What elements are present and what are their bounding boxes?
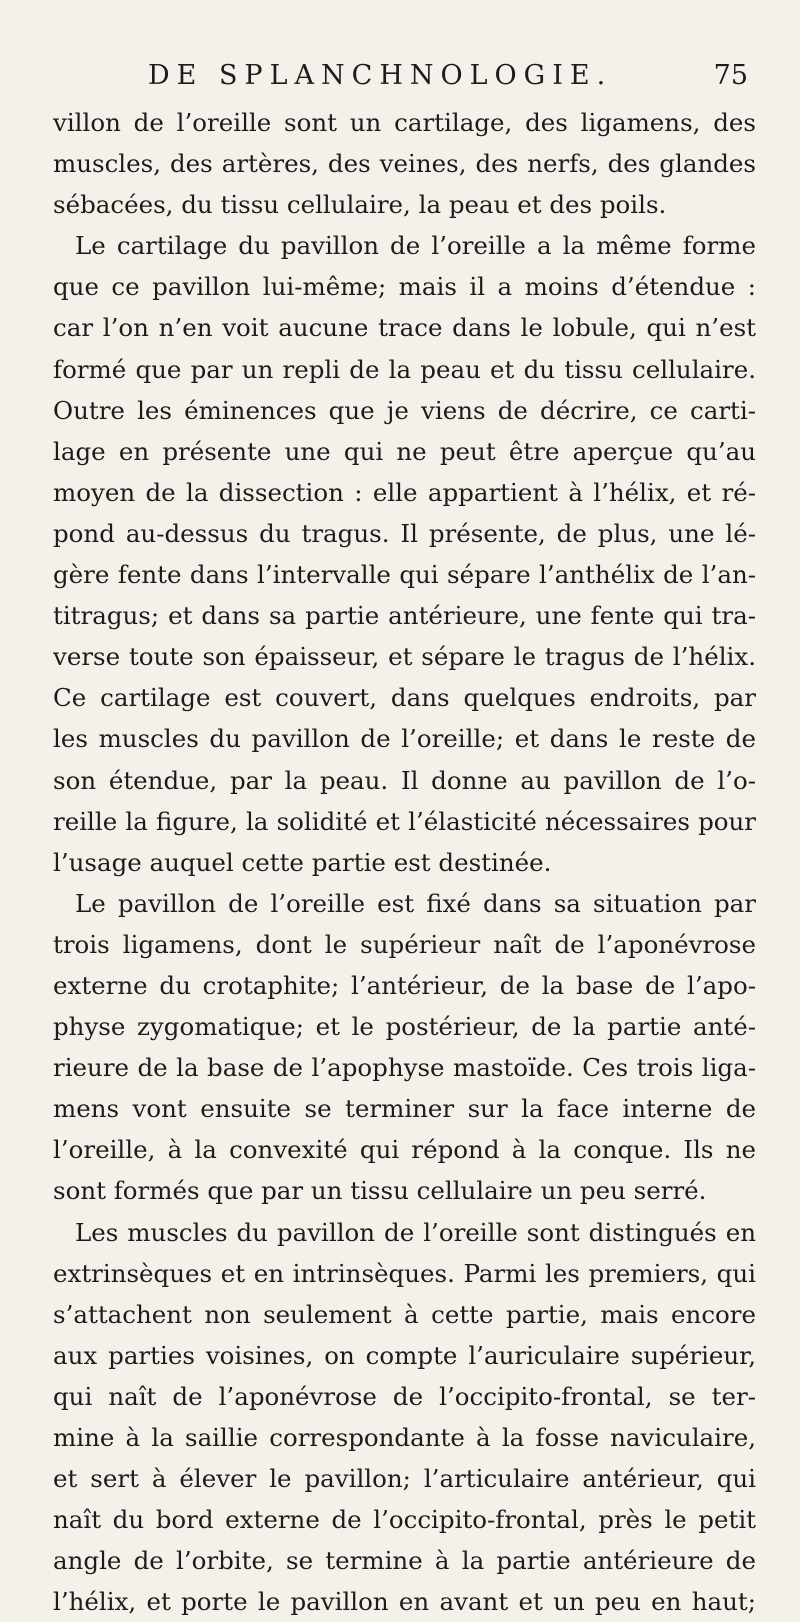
text-line: Le cartilage du pavillon de l’oreille a la même forme <box>75 231 756 261</box>
text-line: l’hélix, et porte le pavillon en avant et un peu en haut; <box>53 1587 756 1617</box>
paragraph <box>53 102 756 225</box>
text-line: rieure de la base de l’apophyse mastoïde. Ces trois liga- <box>53 1053 756 1083</box>
paragraph <box>53 883 756 1212</box>
text-line: verse toute son épaisseur, et sépare le tragus de l’hélix. <box>53 642 756 672</box>
text-line: s’attachent non seulement à cette partie, mais encore <box>53 1299 756 1329</box>
text-line: mens vont ensuite se terminer sur la face interne de <box>53 1094 756 1124</box>
running-title: DE SPLANCHNOLOGIE. <box>148 60 613 91</box>
text-line: extrinsèques et en intrinsèques. Parmi les premiers, qui <box>53 1258 756 1288</box>
body-text <box>53 102 756 1622</box>
text-line: lage en présente une qui ne peut être aperçue qu’au <box>53 436 756 466</box>
text-line: externe du crotaphite; l’antérieur, de la base de l’apo- <box>53 970 756 1000</box>
text-line: moyen de la dissection : elle appartient à l’hélix, et ré- <box>53 477 756 507</box>
text-line: Outre les éminences que je viens de décrire, ce carti- <box>53 395 756 425</box>
text-line: muscles, des artères, des veines, des nerfs, des glandes <box>53 149 756 179</box>
text-line: aux parties voisines, on compte l’auriculaire supérieur, <box>53 1340 756 1370</box>
text-line: pond au-dessus du tragus. Il présente, de plus, une lé- <box>53 518 756 548</box>
page-number: 75 <box>713 60 748 91</box>
text-line: l’usage auquel cette partie est destinée. <box>53 847 552 877</box>
running-head <box>53 52 756 96</box>
text-line: qui naît de l’aponévrose de l’occipito-frontal, se ter- <box>53 1381 756 1411</box>
text-line: car l’on n’en voit aucune trace dans le lobule, qui n’est <box>53 313 756 343</box>
text-line: villon de l’oreille sont un cartilage, des ligamens, des <box>53 108 756 137</box>
text-line: titragus; et dans sa partie antérieure, une fente qui tra- <box>53 601 756 631</box>
text-line: sont formés que par un tissu cellulaire un peu serré. <box>53 1176 707 1206</box>
paragraph <box>53 225 756 883</box>
text-line: les muscles du pavillon de l’oreille; et dans le reste de <box>53 724 756 754</box>
text-line: physe zygomatique; et le postérieur, de la partie anté- <box>53 1012 756 1042</box>
text-line: l’oreille, à la convexité qui répond à la conque. Ils ne <box>53 1135 756 1165</box>
text-line: et sert à élever le pavillon; l’articulaire antérieur, qui <box>53 1464 756 1494</box>
text-line: Ce cartilage est couvert, dans quelques endroits, par <box>53 683 756 713</box>
text-line: sébacées, du tissu cellulaire, la peau et des poils. <box>53 190 667 220</box>
text-line: que ce pavillon lui-même; mais il a moins d’étendue : <box>53 272 756 302</box>
text-line: trois ligamens, dont le supérieur naît de l’aponévrose <box>53 929 756 959</box>
text-line: angle de l’orbite, se termine à la partie antérieure de <box>53 1546 756 1576</box>
text-line: mine à la saillie correspondante à la fosse naviculaire, <box>53 1423 756 1452</box>
text-line: naît du bord externe de l’occipito-frontal, près le petit <box>53 1505 756 1535</box>
text-line: formé que par un repli de la peau et du tissu cellulaire. <box>53 354 756 384</box>
text-line: Le pavillon de l’oreille est fixé dans sa situation par <box>75 888 756 918</box>
text-line: Les muscles du pavillon de l’oreille sont distingués en <box>75 1217 756 1247</box>
text-line: son étendue, par la peau. Il donne au pavillon de l’o- <box>53 765 756 795</box>
text-line: reille la figure, la solidité et l’élasticité nécessaires pour <box>53 806 756 836</box>
text-line: gère fente dans l’intervalle qui sépare l’anthélix de l’an- <box>53 560 756 590</box>
paragraph <box>53 1212 756 1622</box>
